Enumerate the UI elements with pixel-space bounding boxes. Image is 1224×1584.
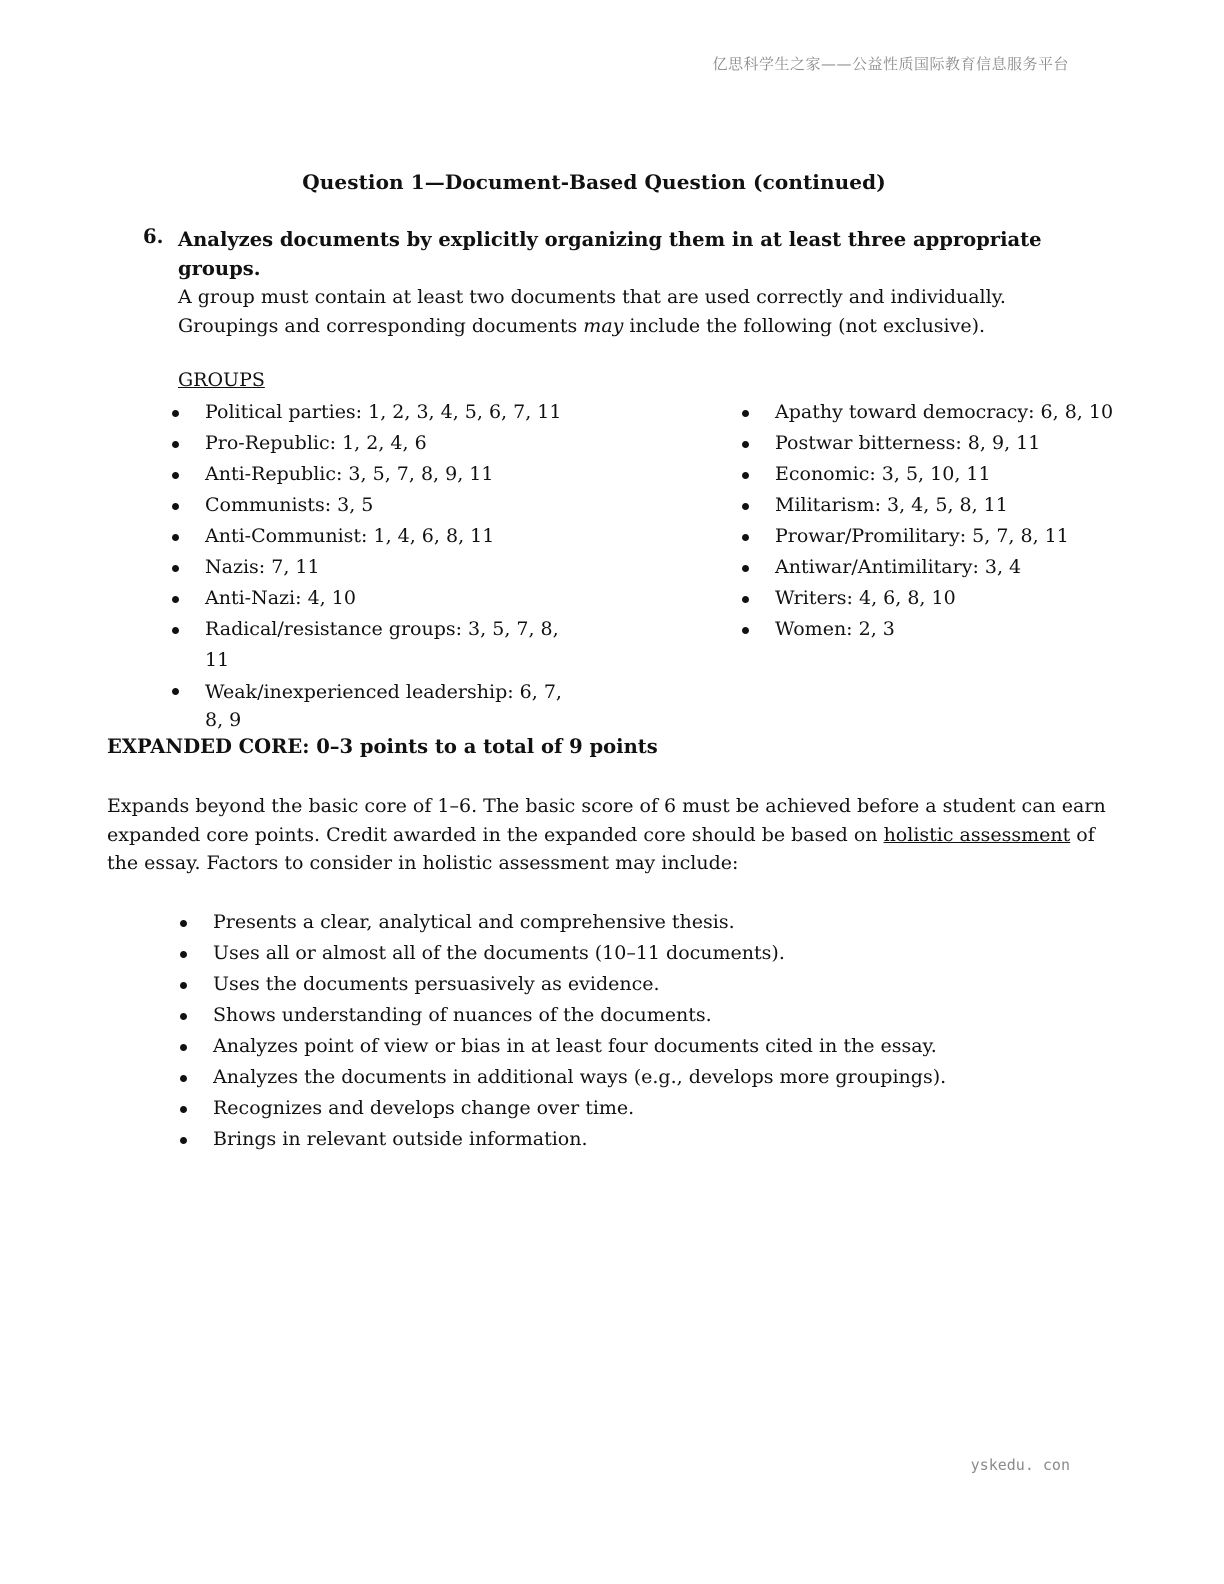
list-item	[205, 459, 585, 490]
group-text: Militarism: 3, 4, 5, 8, 11	[775, 494, 1008, 516]
group-text: Anti-Nazi: 4, 10	[205, 587, 356, 609]
bullet-icon	[180, 1044, 187, 1051]
list-item	[205, 552, 585, 583]
bullet-icon	[742, 503, 749, 510]
criterion-heading: Analyzes documents by explicitly organizing them in at least three appropriate groups.	[178, 228, 1042, 280]
list-item	[775, 552, 1175, 583]
group-text: Antiwar/Antimilitary: 3, 4	[775, 556, 1022, 578]
bullet-icon	[172, 534, 179, 541]
factors-list	[213, 907, 1063, 1155]
factor-text: Recognizes and develops change over time.	[213, 1097, 635, 1119]
bullet-icon	[180, 982, 187, 989]
bullet-icon	[742, 472, 749, 479]
criterion-text-part1: A group must contain	[178, 286, 393, 308]
list-item	[775, 583, 1175, 614]
group-text: Prowar/Promilitary: 5, 7, 8, 11	[775, 525, 1069, 547]
group-text: Women: 2, 3	[775, 618, 895, 640]
list-item	[213, 1062, 1063, 1093]
list-item	[775, 397, 1175, 428]
group-text: Economic: 3, 5, 10, 11	[775, 463, 991, 485]
list-item	[213, 1124, 1063, 1155]
group-text: Anti-Republic: 3, 5, 7, 8, 9, 11	[205, 463, 494, 485]
groups-list-left	[205, 397, 585, 734]
expanded-core-heading: EXPANDED CORE: 0–3 points to a total of 9 points	[107, 735, 658, 758]
expanded-para-part1: Expands beyond the basic core of 1–6. The basic score of 6 must be achieved before a student can earn expanded core points. Credit awarded in the expanded core should be based on	[107, 795, 1106, 846]
list-item	[205, 521, 585, 552]
list-item	[775, 614, 1175, 645]
bullet-icon	[742, 410, 749, 417]
bullet-icon	[180, 920, 187, 927]
factor-text: Shows understanding of nuances of the documents.	[213, 1004, 712, 1026]
criterion-line2-part2: include the following (not exclusive).	[623, 315, 986, 337]
group-text: Nazis: 7, 11	[205, 556, 320, 578]
group-text: Radical/resistance groups: 3, 5, 7, 8, 11	[205, 618, 559, 671]
bullet-icon	[172, 472, 179, 479]
factor-text: Analyzes the documents in additional ways (e.g., develops more groupings).	[213, 1066, 947, 1088]
factor-text: Analyzes point of view or bias in at least four documents cited in the essay.	[213, 1035, 937, 1057]
list-item	[213, 1093, 1063, 1124]
factor-text: Uses the documents persuasively as evidence.	[213, 973, 660, 995]
factor-text: Uses all or almost all of the documents (10–11 documents).	[213, 942, 785, 964]
holistic-assessment-term: holistic assessment	[883, 823, 1071, 846]
factor-text: Brings in relevant outside information.	[213, 1128, 588, 1150]
criterion-description	[178, 283, 1063, 341]
list-item	[213, 969, 1063, 1000]
bullet-icon	[180, 1013, 187, 1020]
bullet-icon	[180, 1075, 187, 1082]
bullet-icon	[172, 441, 179, 448]
bullet-icon	[742, 534, 749, 541]
criterion-line2-italic: may	[583, 315, 624, 337]
bullet-icon	[742, 596, 749, 603]
criterion-6	[143, 225, 1063, 341]
list-item	[205, 676, 565, 734]
list-item	[775, 490, 1175, 521]
group-text: Apathy toward democracy: 6, 8, 10	[775, 401, 1114, 423]
list-item	[205, 428, 585, 459]
bullet-icon	[172, 688, 179, 695]
group-text: Pro-Republic: 1, 2, 4, 6	[205, 432, 427, 454]
bullet-icon	[172, 627, 179, 634]
bullet-icon	[180, 1137, 187, 1144]
list-item	[213, 1000, 1063, 1031]
group-text: Political parties: 1, 2, 3, 4, 5, 6, 7, 11	[205, 401, 562, 423]
bullet-icon	[172, 565, 179, 572]
bullet-icon	[172, 410, 179, 417]
list-item	[205, 490, 585, 521]
group-text: Postwar bitterness: 8, 9, 11	[775, 432, 1041, 454]
list-item	[775, 428, 1175, 459]
criterion-text-part2: that are used correctly and individually.	[616, 286, 1006, 308]
group-text: Communists: 3, 5	[205, 494, 374, 516]
bullet-icon	[172, 503, 179, 510]
criterion-text-bold: at least two documents	[392, 286, 617, 308]
factor-text: Presents a clear, analytical and comprehensive thesis.	[213, 911, 735, 933]
watermark-footer: yskedu. con	[970, 1456, 1070, 1474]
watermark-header: 亿思科学生之家——公益性质国际教育信息服务平台	[712, 55, 1069, 73]
expanded-para-part2: of the essay. Factors to consider in holistic assessment may include:	[107, 823, 1095, 874]
groups-list-right	[775, 397, 1175, 645]
page-title: Question 1—Document-Based Question (continued)	[302, 170, 886, 194]
criterion-number: 6.	[143, 225, 164, 248]
group-text: Weak/inexperienced leadership: 6, 7, 8, 9	[205, 681, 562, 731]
list-item	[205, 397, 585, 428]
bullet-icon	[172, 596, 179, 603]
group-text: Writers: 4, 6, 8, 10	[775, 587, 956, 609]
expanded-core-paragraph	[107, 792, 1107, 878]
list-item	[205, 614, 585, 676]
bullet-icon	[742, 565, 749, 572]
list-item	[213, 907, 1063, 938]
group-text: Anti-Communist: 1, 4, 6, 8, 11	[205, 525, 495, 547]
bullet-icon	[180, 1106, 187, 1113]
criterion-line2-part1: Groupings and corresponding documents	[178, 315, 584, 337]
list-item	[213, 938, 1063, 969]
list-item	[213, 1031, 1063, 1062]
list-item	[775, 459, 1175, 490]
list-item	[205, 583, 585, 614]
groups-label: GROUPS	[178, 369, 265, 391]
bullet-icon	[180, 951, 187, 958]
bullet-icon	[742, 441, 749, 448]
bullet-icon	[742, 627, 749, 634]
list-item	[775, 521, 1175, 552]
